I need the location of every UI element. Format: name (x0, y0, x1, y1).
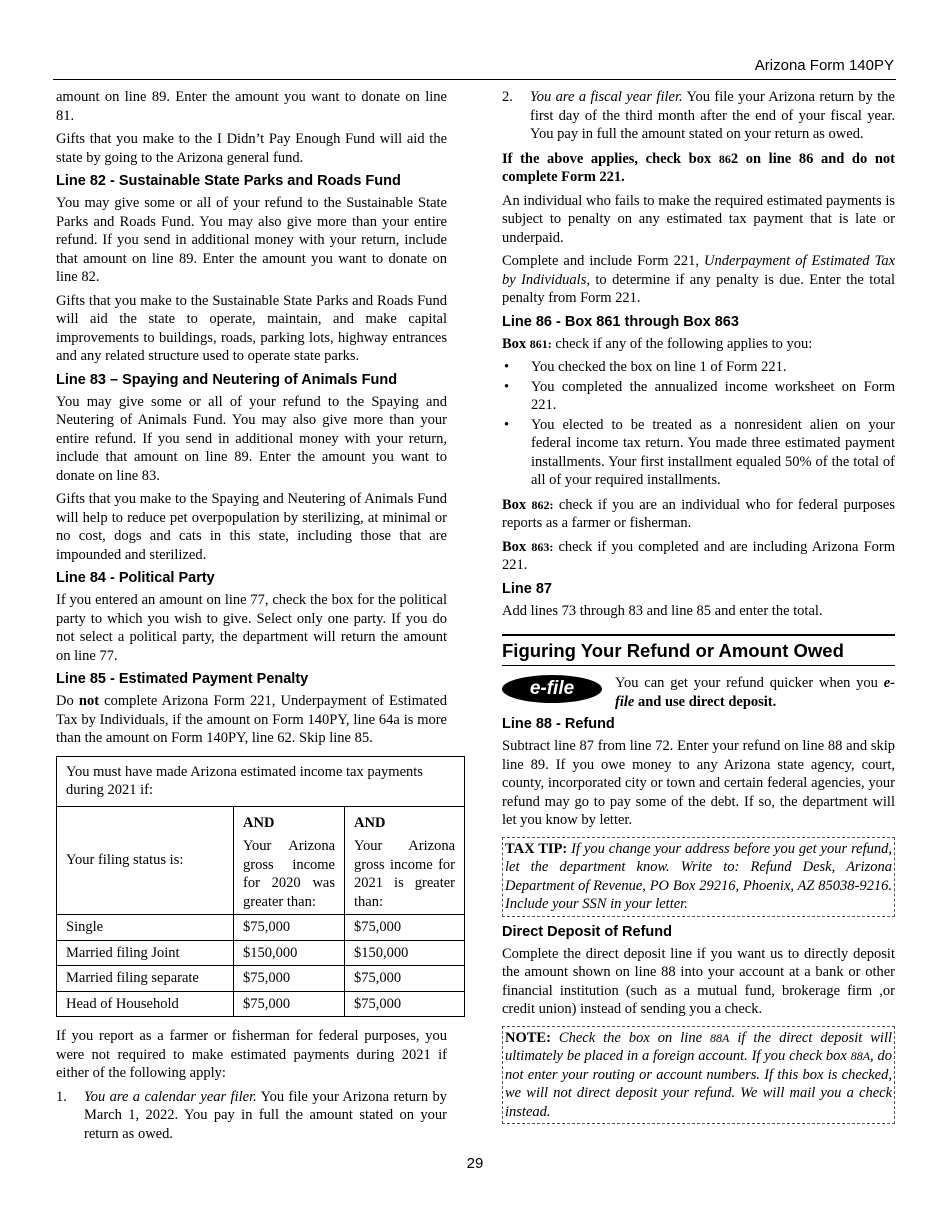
paragraph: Gifts that you make to the I Didn’t Pay Enough Fund will aid the state by going to the Arizona general fund. (56, 131, 447, 166)
cell-2020: $75,000 (234, 915, 345, 941)
text: check if you are an individual who for federal purposes reports as a farmer or fisherman. (502, 496, 896, 531)
and-label: AND (243, 814, 275, 831)
text: if the direct deposit will ultimately be placed in a foreign account. If you check box (505, 1029, 893, 1064)
emphasis: You are a calendar year filer. (84, 1088, 257, 1105)
cell-status: Married filing separate (57, 966, 234, 992)
text: Do (56, 693, 74, 709)
text: through Box (624, 313, 711, 330)
text: check if you completed and are including Arizona Form 221. (502, 538, 896, 573)
numbered-list (502, 88, 895, 144)
emphasis: and use direct deposit. (637, 693, 777, 710)
heading-line-82: Line 82 - Sustainable State Parks and Roads Fund (56, 173, 401, 189)
line-number: 88A (850, 1049, 871, 1063)
paragraph (56, 692, 447, 748)
efile-logo: e-file (502, 675, 602, 703)
table-row (57, 991, 465, 1017)
tax-tip-box (502, 837, 895, 917)
note-label: NOTE: (505, 1029, 551, 1046)
paragraph: If you report as a farmer or fisherman for federal purposes, you were not required to make estimated payments during 2021 if either of the following apply: (56, 1028, 447, 1081)
emphasis: e-file (615, 675, 895, 710)
paragraph: Subtract line 87 from line 72. Enter your refund on line 88 and skip line 89. If you owe money to any Arizona state agency, court, county, incorporated city or town and certain federal agencies, your refund may go to pay some of the debt. If so, the department will let you know by letter. (502, 738, 895, 828)
cell-status: Married filing Joint (57, 940, 234, 966)
cell-2021: $75,000 (345, 966, 465, 992)
heading-line-88: Line 88 - Refund (502, 716, 615, 732)
text: , do not enter your routing or account numbers. If this box is checked, we will not direct deposit your refund. We will mail you a check instead. (505, 1048, 892, 1120)
cell-2020: $75,000 (234, 991, 345, 1017)
form-title: Arizona Form 140PY (754, 57, 894, 74)
and-label: AND (354, 814, 386, 831)
cell-2020: $150,000 (234, 940, 345, 966)
table-header-status: Your filing status is: (57, 806, 234, 915)
heading-direct-deposit: Direct Deposit of Refund (502, 923, 672, 940)
box-number: 863: (531, 539, 554, 554)
heading-line-86 (502, 313, 895, 331)
paragraph (502, 252, 895, 308)
list-item (56, 1088, 447, 1144)
box-number: 861 (596, 313, 621, 330)
emphasis: Underpayment of Estimated Tax by Individuals, (502, 253, 896, 288)
list-item: • You elected to be treated as a nonresident alien on your federal income tax return. You made three estimated payment installments. Your first installment equaled 50% of the total of all of your required installments. (502, 416, 895, 490)
text: If the above applies, check box (502, 150, 712, 167)
table-row (57, 940, 465, 966)
paragraph: Complete the direct deposit line if you want us to directly deposit the amount shown on line 88 into your account at a bank or other financial institution (such as a mutual fund, brokerage firm ,or credit union) instead of sending you a check. (502, 945, 895, 1017)
cell-2020: $75,000 (234, 966, 345, 992)
text: You file your Arizona return by the first day of the third month after the end of your fiscal year. You pay in full the amount stated on your return as owed. (530, 89, 895, 142)
text: Check the box on line (558, 1029, 703, 1046)
section-title: Figuring Your Refund or Amount Owed (502, 634, 895, 666)
efile-text (615, 674, 895, 711)
text: 2 on line 86 and do not complete Form 221. (502, 150, 895, 185)
heading-line-84: Line 84 - Political Party (56, 570, 215, 586)
list-marker: 2. (502, 89, 513, 105)
paragraph: Gifts that you make to the Spaying and Neutering of Animals Fund will help to reduce pet overpopulation by sterilizing, at minimal or no cost, dogs and cats in this state, including those that are impounded and sterilized. (56, 491, 447, 563)
paragraph (502, 496, 895, 533)
list-marker: 1. (56, 1088, 67, 1105)
paragraph: If you entered an amount on line 77, check the box for the political party to which you wish to give. Select only one party. If you do not select a political party, the department will return the amount on line 77. (56, 592, 447, 664)
table-row (57, 966, 465, 992)
heading-line-83: Line 83 – Spaying and Neutering of Animals Fund (56, 371, 398, 388)
text: You can get your refund quicker when you (615, 675, 878, 691)
paragraph (502, 150, 895, 187)
efile-notice (502, 674, 895, 711)
estimated-payments-table (56, 756, 465, 1018)
box-label: Box (502, 335, 527, 352)
emphasis: You are a fiscal year filer. (530, 89, 683, 105)
emphasis: not (78, 693, 100, 709)
list-item (502, 88, 895, 144)
table-header-2020 (234, 806, 345, 915)
paragraph (502, 538, 895, 575)
tip-label: TAX TIP: (505, 840, 568, 857)
paragraph: Gifts that you make to the Sustainable State Parks and Roads Fund will aid the state to operate, maintain, and make capital improvements to buildings, roads, parking lots, highway entrances and any related structure used to operate state parks. (56, 292, 447, 364)
note-box (502, 1026, 895, 1125)
cell-status: Single (57, 915, 234, 941)
paragraph: You may give some or all of your refund to the Spaying and Neutering of Animals Fund. You may also give more than your entire refund. If you send in additional money with your return, include that amount on line 89. Enter the amount you want to donate on line 83. (56, 393, 447, 484)
list-item: • You checked the box on line 1 of Form 221. (502, 358, 895, 377)
text: Line 86 - Box (502, 313, 593, 330)
list-item: • You completed the annualized income worksheet on Form 221. (502, 378, 895, 415)
text: check if any of the following applies to you: (555, 335, 813, 352)
paragraph (502, 335, 895, 354)
header-text: Your Arizona gross income for 2021 is greater than: (354, 838, 455, 910)
line-number: 88A (710, 1030, 730, 1045)
heading-line-87: Line 87 (502, 580, 552, 597)
table-intro: You must have made Arizona estimated income tax payments during 2021 if: (57, 756, 465, 806)
cell-status: Head of Household (57, 991, 234, 1017)
table-row (57, 915, 465, 941)
table-header-2021 (345, 806, 465, 915)
heading-line-85: Line 85 - Estimated Payment Penalty (56, 671, 309, 687)
box-number: 86 (718, 151, 731, 166)
paragraph: You may give some or all of your refund to the Sustainable State Parks and Roads Fund. You may also give more than your entire refund. If you send in additional money with your return, include that amount on line 89. Enter the amount you want to donate on line 82. (56, 195, 447, 285)
box-number: 862: (531, 497, 554, 512)
text: complete Arizona Form 221, Underpayment of Estimated Tax by Individuals, if the amount on Form 140PY, line 64a is more than the amount on Form 140PY, line 62. Skip line 85. (56, 693, 448, 746)
cell-2021: $75,000 (345, 915, 465, 941)
right-column (502, 88, 895, 1130)
box-label: Box (502, 538, 527, 555)
text: Complete and include Form 221, (502, 253, 699, 269)
text: You file your Arizona return by March 1, 2022. You pay in full the amount stated on your return as owed. (84, 1088, 447, 1142)
left-column (56, 88, 455, 1149)
header-text: Your Arizona gross income for 2020 was greater than: (243, 838, 335, 910)
box-label: Box (502, 496, 527, 513)
paragraph: Add lines 73 through 83 and line 85 and enter the total. (502, 602, 823, 619)
cell-2021: $75,000 (345, 991, 465, 1017)
bullet-list (502, 358, 895, 490)
box-number: 863 (714, 313, 739, 330)
page-number: 29 (466, 1155, 484, 1172)
cell-2021: $150,000 (345, 940, 465, 966)
box-number: 861: (529, 336, 552, 351)
paragraph: An individual who fails to make the required estimated payments is subject to penalty on any estimated tax payment that is late or underpaid. (502, 192, 895, 246)
numbered-list (56, 1088, 447, 1144)
header-rule (53, 79, 896, 80)
tip-text: If you change your address before you get your refund, let the department know. Write to: Refund Desk, Arizona Department of Revenue, PO Box 29216, Phoenix, AZ 85038-9216. Include your SSN in your letter. (505, 840, 893, 912)
paragraph: amount on line 89. Enter the amount you want to donate on line 81. (56, 89, 447, 124)
text: to determine if any penalty is due. Enter the total penalty from Form 221. (502, 271, 896, 306)
